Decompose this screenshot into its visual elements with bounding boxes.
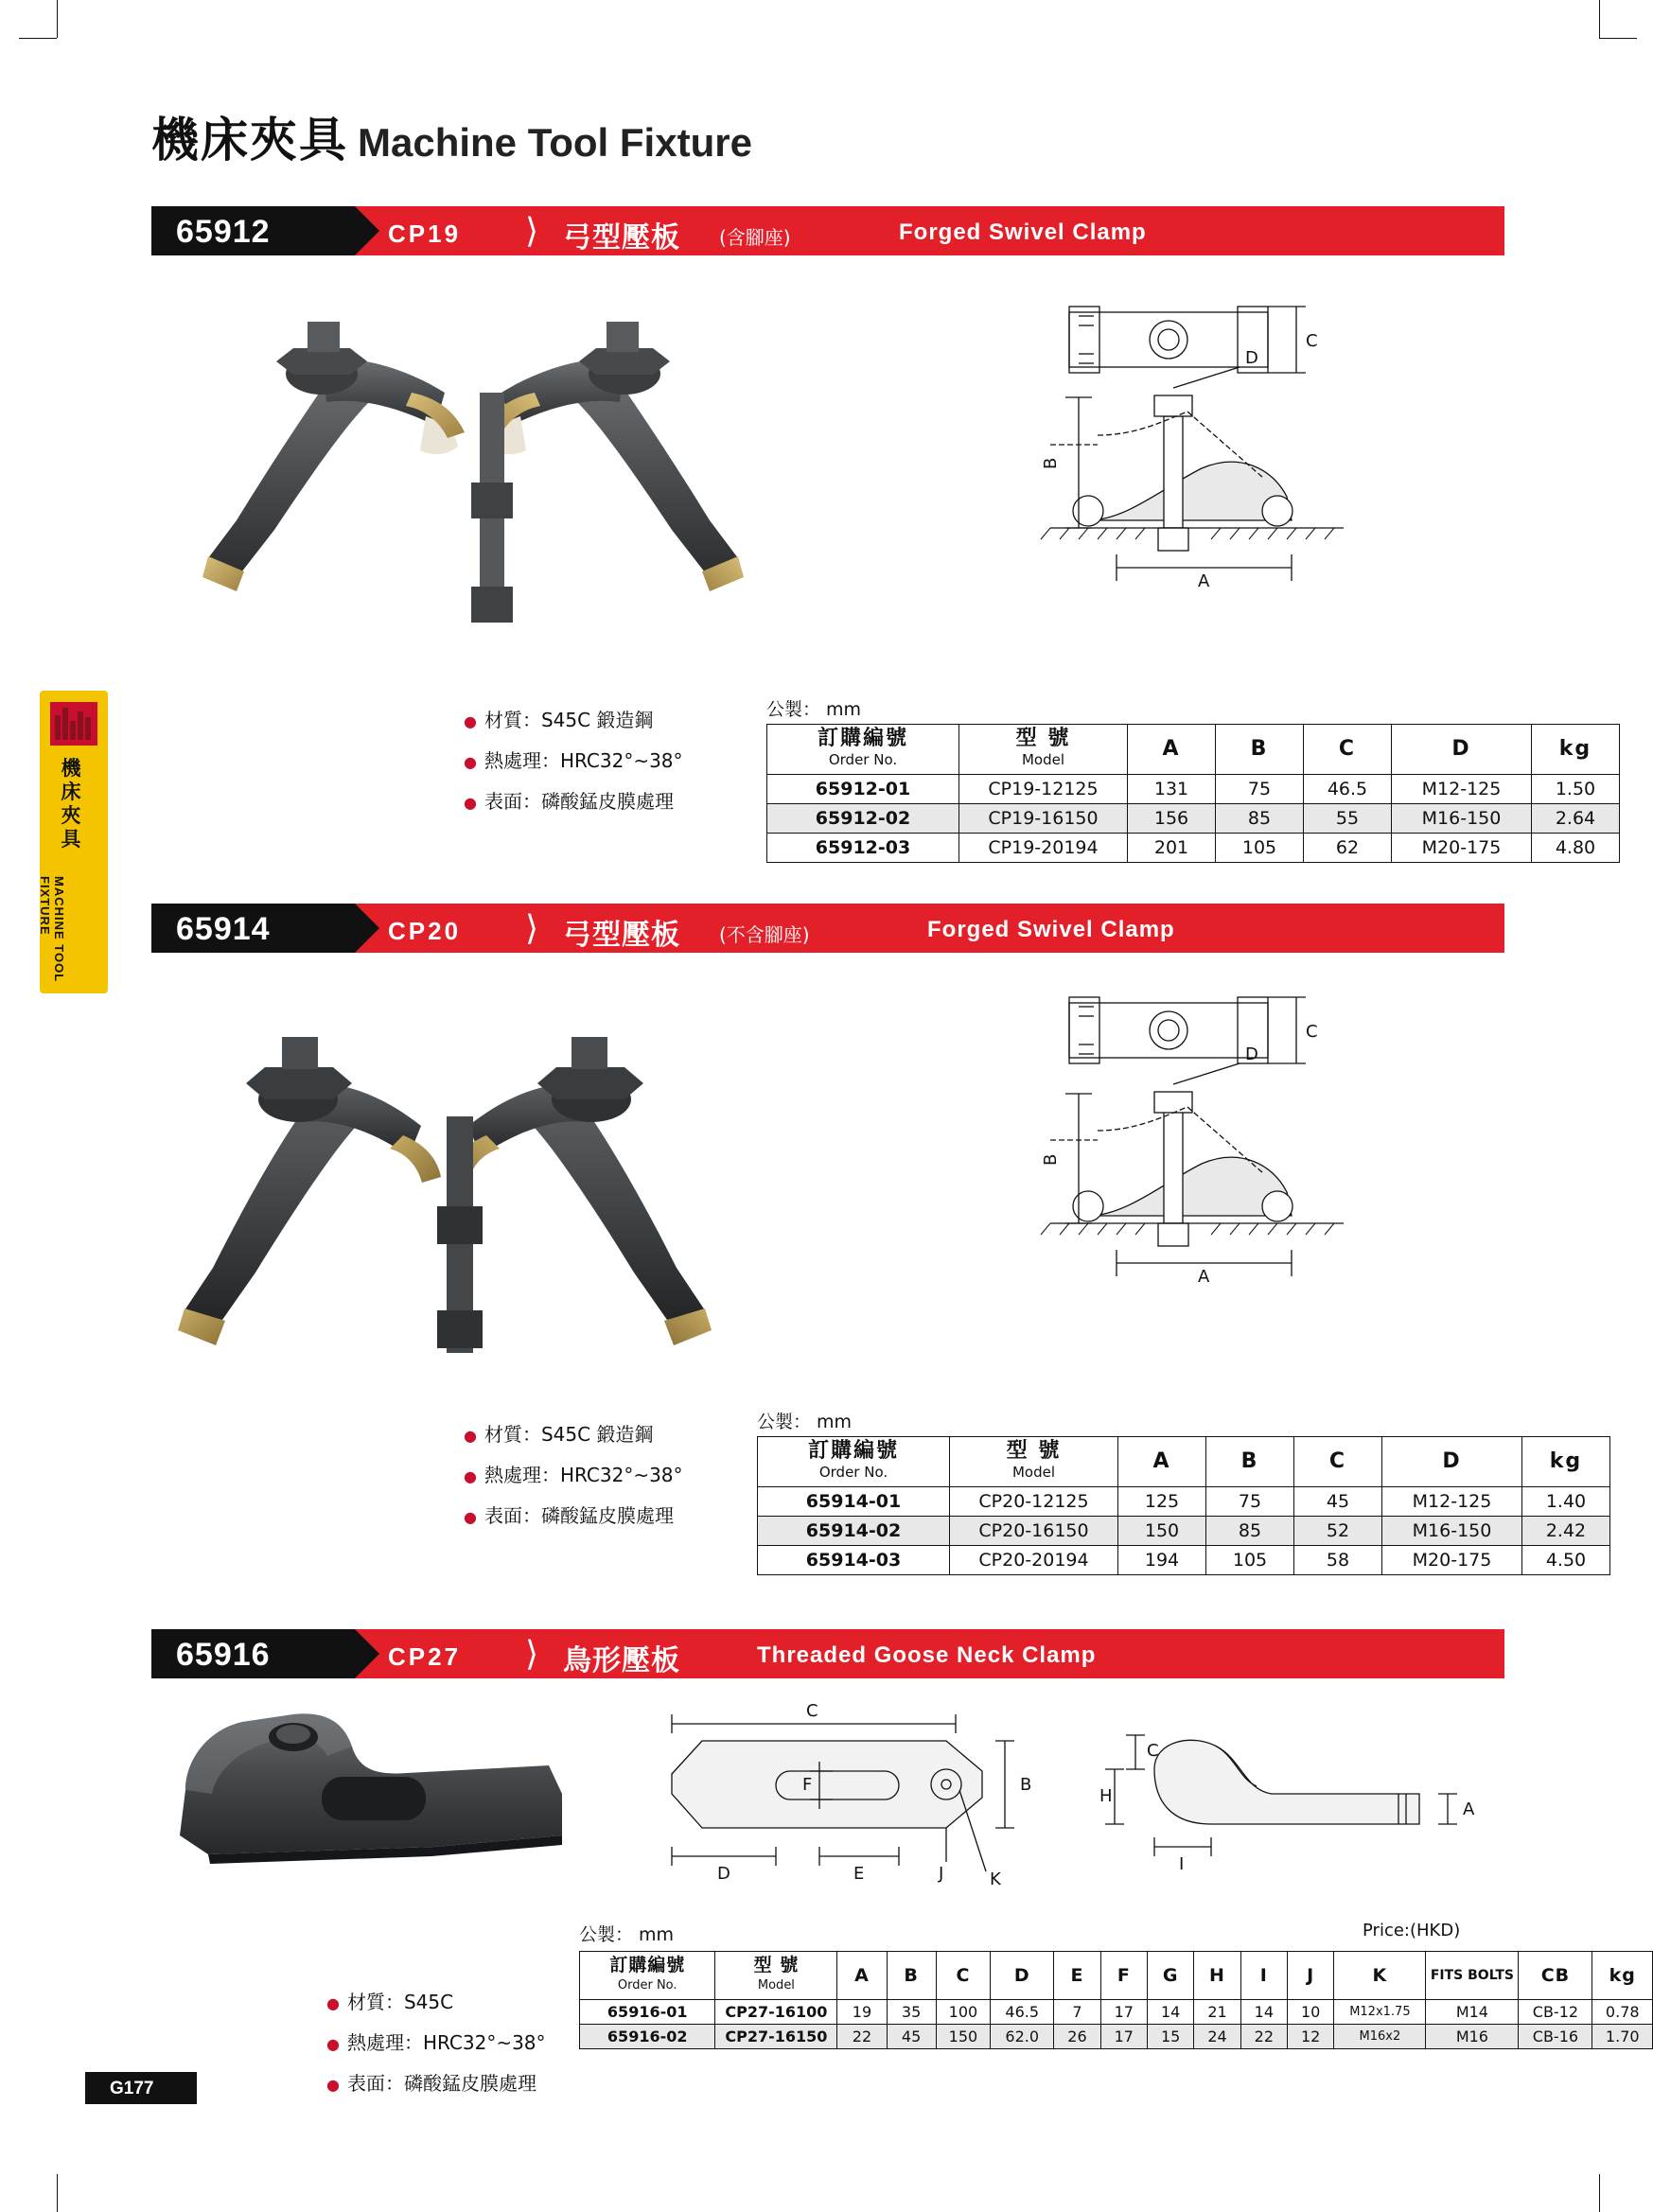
product-photo-65912 <box>170 303 776 681</box>
crop-mark <box>19 38 57 39</box>
bullet-icon: ● <box>326 2076 340 2094</box>
table-row: 65916-01 CP27-16100 19 35 100 46.5 7 17 14 21 14 10 M12x1.75 M14 CB-12 0.78 <box>580 2000 1653 2025</box>
bullet-icon: ● <box>464 1508 477 1526</box>
spec-table-65914 <box>757 1436 1610 1575</box>
th-b: B <box>1216 725 1304 775</box>
spec-item: ● 熱處理：HRC32°~38° <box>464 1464 683 1486</box>
section-name-cn: 鳥形壓板 <box>563 1644 680 1677</box>
section-code: 65914 <box>176 911 271 947</box>
table-row: 65914-02 CP20-16150 150 85 52 M16-150 2.42 <box>758 1517 1610 1546</box>
section-cp: CP20 <box>388 917 462 945</box>
spec-item: ● 表面：磷酸錳皮膜處理 <box>326 2072 536 2095</box>
th-a: A <box>837 1952 887 2000</box>
side-tab <box>40 691 108 993</box>
unit-label-65912: 公製： mm <box>766 699 862 720</box>
page-footer <box>85 2072 197 2104</box>
bullet-icon: ● <box>464 1467 477 1485</box>
th-model: 型 號 Model <box>715 1952 837 2000</box>
specs-65916 <box>326 1987 546 2109</box>
th-order-no: 訂購編號 Order No. <box>767 725 959 775</box>
spec-item: ● 表面：磷酸錳皮膜處理 <box>464 790 674 813</box>
section-cp: CP19 <box>388 219 462 248</box>
th-order-no: 訂購編號 Order No. <box>758 1437 950 1487</box>
table-row: 65912-02 CP19-16150 156 85 55 M16-150 2.64 <box>767 804 1620 834</box>
section-name-en: Threaded Goose Neck Clamp <box>757 1642 1097 1668</box>
page-number: G177 <box>110 2079 154 2098</box>
th-model: 型 號 Model <box>950 1437 1118 1487</box>
product-chip-icon <box>50 702 97 746</box>
th-c: C <box>936 1952 990 2000</box>
spec-item: ● 熱處理：HRC32°~38° <box>464 749 683 772</box>
th-j: J <box>1288 1952 1334 2000</box>
th-d: D <box>1392 725 1532 775</box>
th-g: G <box>1147 1952 1193 2000</box>
price-note: Price:(HKD) <box>1363 1921 1461 1940</box>
dim-label-b: B <box>1041 1153 1061 1166</box>
section-cp: CP27 <box>388 1642 462 1671</box>
spec-item: ● 材質：S45C 鍛造鋼 <box>464 709 654 731</box>
bullet-icon: ● <box>326 1994 340 2012</box>
th-kg: kg <box>1592 1952 1653 2000</box>
dim-label-b: B <box>1020 1775 1032 1795</box>
section-name-cn: 弓型壓板 <box>563 919 680 952</box>
th-f: F <box>1100 1952 1147 2000</box>
table-header-row <box>580 1952 1653 2000</box>
spec-item: ● 材質：S45C <box>326 1991 454 2013</box>
th-c: C <box>1304 725 1392 775</box>
specs-65914 <box>464 1419 683 1541</box>
table-row: 65912-03 CP19-20194 201 105 62 M20-175 4.80 <box>767 834 1620 863</box>
section-name-cn-sub: (含腳座) <box>719 226 791 249</box>
table-row: 65914-01 CP20-12125 125 75 45 M12-125 1.40 <box>758 1487 1610 1517</box>
dim-label-i: I <box>1179 1854 1185 1874</box>
crop-mark <box>1599 2174 1600 2212</box>
chevron-icon: ⟩ <box>525 1634 539 1673</box>
th-kg: kg <box>1522 1437 1610 1487</box>
th-h: H <box>1194 1952 1240 2000</box>
side-tab-label-en: MACHINE TOOL FIXTURE <box>38 876 66 982</box>
bullet-icon: ● <box>464 1427 477 1445</box>
product-photo-65914 <box>142 993 747 1381</box>
section-banner-65912 <box>151 206 1504 255</box>
crop-mark <box>57 0 58 38</box>
section-name-cn-sub: (不含腳座) <box>719 923 810 946</box>
dim-label-d: D <box>717 1864 730 1884</box>
th-d: D <box>1382 1437 1522 1487</box>
section-code: 65916 <box>176 1637 271 1673</box>
bullet-icon: ● <box>464 794 477 812</box>
th-order-no: 訂購編號 Order No. <box>580 1952 715 2000</box>
th-a: A <box>1118 1437 1206 1487</box>
table-header-row <box>767 725 1620 775</box>
spec-table-65912 <box>766 724 1620 863</box>
section-banner-65916 <box>151 1629 1504 1678</box>
technical-drawing-65912 <box>1022 284 1400 662</box>
page-title-en: Machine Tool Fixture <box>358 120 752 165</box>
crop-mark <box>1599 0 1600 38</box>
spec-item: ● 熱處理：HRC32°~38° <box>326 2031 546 2054</box>
bullet-icon: ● <box>464 712 477 730</box>
section-code: 65912 <box>176 214 271 250</box>
technical-drawing-65916-top <box>634 1703 1069 1892</box>
technical-drawing-65916-side <box>1098 1703 1495 1892</box>
dim-label-d: D <box>1245 348 1258 368</box>
bullet-icon: ● <box>464 753 477 771</box>
th-a: A <box>1128 725 1216 775</box>
product-photo-65916 <box>151 1703 587 1892</box>
dim-label-a: A <box>1463 1799 1475 1819</box>
th-b: B <box>887 1952 936 2000</box>
section-name-en: Forged Swivel Clamp <box>927 917 1175 942</box>
dim-label-c: C <box>1306 331 1318 351</box>
crop-mark <box>1599 38 1637 39</box>
table-row: 65916-02 CP27-16150 22 45 150 62.0 26 17 15 24 22 12 M16x2 M16 CB-16 1.70 <box>580 2025 1653 2049</box>
dim-label-a: A <box>1198 571 1210 591</box>
th-b: B <box>1206 1437 1294 1487</box>
spec-item: ● 材質：S45C 鍛造鋼 <box>464 1423 654 1446</box>
th-c: C <box>1294 1437 1382 1487</box>
dim-label-c: C <box>1306 1022 1318 1042</box>
page-title <box>151 102 752 170</box>
th-i: I <box>1240 1952 1287 2000</box>
dim-label-h: H <box>1099 1786 1113 1806</box>
th-kg: kg <box>1532 725 1620 775</box>
th-model: 型 號 Model <box>959 725 1128 775</box>
chevron-icon: ⟩ <box>525 908 539 947</box>
dim-label-j: J <box>939 1864 944 1884</box>
dim-label-a: A <box>1198 1267 1210 1287</box>
table-row: 65912-01 CP19-12125 131 75 46.5 M12-125 1.50 <box>767 775 1620 804</box>
table-row: 65914-03 CP20-20194 194 105 58 M20-175 4.50 <box>758 1546 1610 1575</box>
unit-label-65916: 公製： mm <box>579 1924 675 1945</box>
dim-label-b: B <box>1041 457 1061 469</box>
section-name-en: Forged Swivel Clamp <box>899 219 1147 245</box>
dim-label-f: F <box>802 1775 813 1795</box>
crop-mark <box>57 2174 58 2212</box>
th-e: E <box>1054 1952 1100 2000</box>
spec-item: ● 表面：磷酸錳皮膜處理 <box>464 1504 674 1527</box>
bullet-icon: ● <box>326 2035 340 2053</box>
th-cb: CB <box>1519 1952 1592 2000</box>
section-name-cn: 弓型壓板 <box>563 221 680 255</box>
page-title-cn: 機床夾具 <box>151 113 348 167</box>
dim-label-c: C <box>1147 1741 1159 1761</box>
technical-drawing-65914 <box>1022 974 1400 1362</box>
table-header-row <box>758 1437 1610 1487</box>
dim-label-k: K <box>990 1870 1001 1889</box>
spec-table-65916 <box>579 1951 1653 2049</box>
th-fits-bolts: FITS BOLTS <box>1426 1952 1519 2000</box>
th-k: K <box>1334 1952 1426 2000</box>
chevron-icon: ⟩ <box>525 211 539 250</box>
dim-label-c: C <box>806 1703 818 1721</box>
section-banner-65914 <box>151 904 1504 953</box>
th-d: D <box>991 1952 1054 2000</box>
dim-label-d: D <box>1245 1045 1258 1064</box>
unit-label-65914: 公製： mm <box>757 1412 853 1432</box>
side-tab-label-cn: 機床夾具 <box>61 757 81 851</box>
dim-label-e: E <box>853 1864 865 1884</box>
specs-65912 <box>464 705 683 827</box>
